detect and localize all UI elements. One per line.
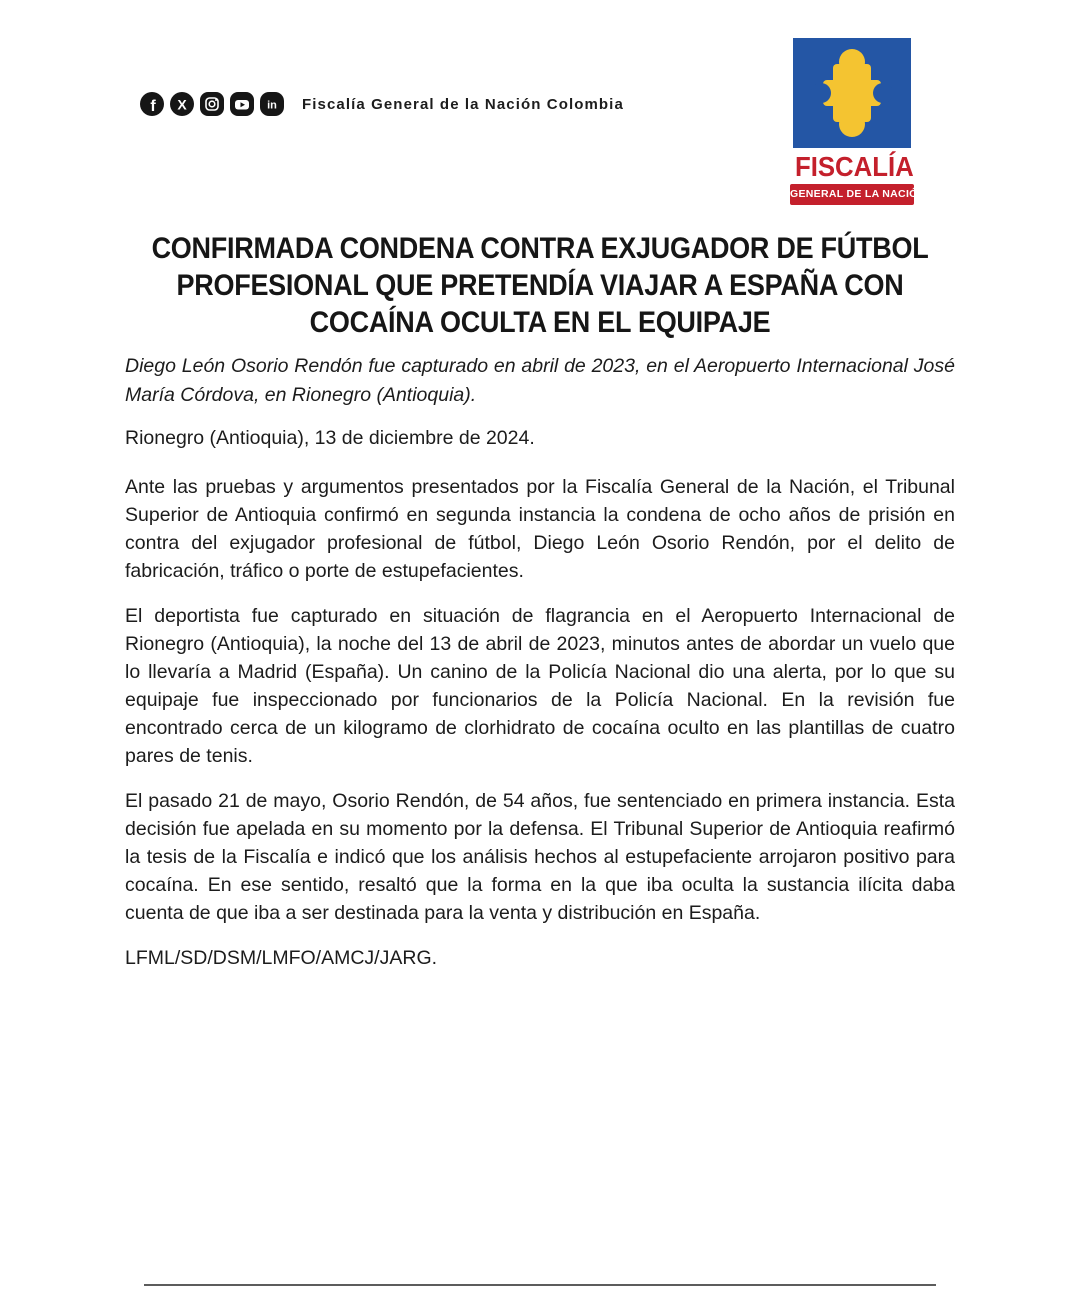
headline-line-2: PROFESIONAL QUE PRETENDÍA VIAJAR A ESPAÑA CON	[176, 269, 904, 302]
footer-divider	[144, 1284, 936, 1286]
paragraph-3: El pasado 21 de mayo, Osorio Rendón, de 54 años, fue sentenciado en primera instancia. Esta decisión fue apelada en su momento por la defensa. El Tribunal Superior de Antioquia reafirmó la tesis de la Fiscalía e indicó que los análisis hechos al estupefaciente arrojaron positivo para cocaína. En ese sentido, resaltó que la forma en la que iba oculta la sustancia ilícita daba cuenta de que iba a ser destinada para la venta y distribución en España.	[125, 790, 955, 924]
dateline: Rionegro (Antioquia), 13 de diciembre de 2024.	[125, 427, 535, 449]
svg-text:X: X	[177, 96, 187, 113]
x-twitter-icon[interactable]	[170, 92, 194, 116]
logo-tagline: GENERAL DE LA NACIÓN	[790, 184, 914, 205]
svg-text:f: f	[150, 98, 156, 115]
lede-paragraph: Diego León Osorio Rendón fue capturado en abril de 2023, en el Aeropuerto Internacional José María Córdova, en Rionegro (Antioquia).	[125, 355, 955, 406]
logo-wordmark: FISCALÍA	[794, 151, 914, 182]
svg-text:in: in	[267, 99, 277, 112]
signoff-initials: LFML/SD/DSM/LMFO/AMCJ/JARG.	[125, 947, 438, 969]
paragraph-2: El deportista fue capturado en situación de flagrancia en el Aeropuerto Internacional de Rionegro (Antioquia), la noche del 13 de abril de 2023, minutos antes de abordar un vuelo que lo llevaría a Madrid (España). Un canino de la Policía Nacional dio una alerta, por lo que su equipaje fue inspeccionado por funcionarios de la Policía Nacional. En la revisión fue encontrado cerca de un kilogramo de clorhidrato de cocaína oculto en las plantillas de cuatro pares de tenis.	[125, 605, 955, 767]
social-account-label: Fiscalía General de la Nación Colombia	[302, 95, 624, 113]
instagram-icon[interactable]	[200, 92, 224, 116]
facebook-icon[interactable]	[140, 92, 164, 116]
youtube-icon[interactable]	[230, 92, 254, 116]
article-body	[125, 352, 955, 972]
headline-line-1: CONFIRMADA CONDENA CONTRA EXJUGADOR DE FÚTBOL	[151, 232, 929, 265]
fiscalia-logo	[790, 38, 926, 205]
headline-line-3: COCAÍNA OCULTA EN EL EQUIPAJE	[309, 306, 771, 339]
puzzle-piece-icon	[793, 38, 911, 148]
linkedin-icon[interactable]	[260, 92, 284, 116]
social-media-row	[140, 92, 624, 116]
paragraph-1: Ante las pruebas y argumentos presentados por la Fiscalía General de la Nación, el Tribunal Superior de Antioquia confirmó en segunda instancia la condena de ocho años de prisión en contra del exjugador profesional de fútbol, Diego León Osorio Rendón, por el delito de fabricación, tráfico o porte de estupefacientes.	[125, 476, 955, 582]
headline	[0, 230, 1080, 341]
